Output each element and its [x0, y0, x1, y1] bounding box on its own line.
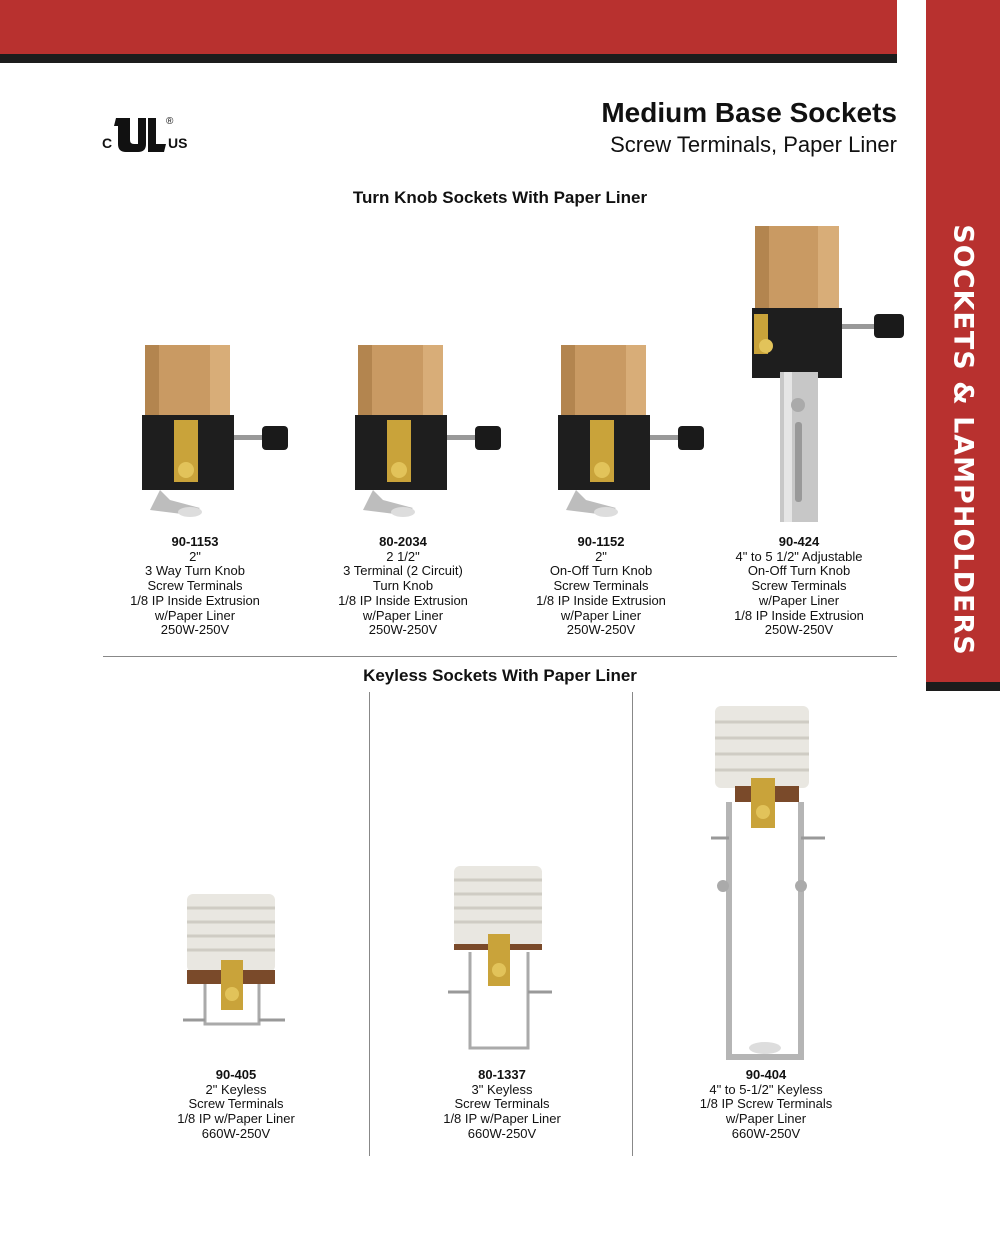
product-line: 250W-250V	[566, 622, 636, 638]
product-line: 250W-250V	[160, 622, 230, 638]
page-title: Medium Base Sockets	[601, 97, 897, 128]
product-line: Screw Terminals	[454, 1096, 550, 1112]
ul-listed-icon	[100, 112, 190, 156]
product-code: 90-404	[745, 1067, 787, 1082]
product-line: w/Paper Liner	[362, 607, 444, 623]
product-line: 1/8 IP Screw Terminals	[699, 1096, 833, 1112]
product-90-424	[734, 535, 864, 638]
socket-90-424-image	[740, 222, 910, 527]
product-line: 660W-250V	[201, 1125, 271, 1141]
column-divider	[632, 692, 633, 1156]
top-banner	[0, 0, 897, 54]
product-line: 1/8 IP Inside Extrusion	[536, 592, 666, 608]
product-line: 2"	[595, 548, 607, 564]
product-line: 660W-250V	[467, 1125, 537, 1141]
product-line: 250W-250V	[764, 622, 834, 638]
product-80-2034	[338, 535, 468, 638]
product-90-404	[700, 1068, 832, 1142]
product-line: 2" Keyless	[205, 1081, 267, 1097]
product-line: w/Paper Liner	[758, 592, 840, 608]
keyless-heading: Keyless Sockets With Paper Liner	[363, 666, 637, 685]
turn-knob-heading: Turn Knob Sockets With Paper Liner	[352, 188, 648, 207]
side-tab-label: SOCKETS & LAMPHOLDERS	[947, 224, 979, 656]
product-line: Screw Terminals	[147, 578, 243, 594]
product-line: w/Paper Liner	[154, 607, 236, 623]
product-code: 90-1153	[171, 534, 219, 549]
socket-90-405-image	[175, 890, 295, 1040]
product-line: 1/8 IP w/Paper Liner	[443, 1111, 561, 1127]
product-line: Screw Terminals	[188, 1096, 284, 1112]
column-divider	[369, 692, 370, 1156]
product-code: 80-1337	[478, 1067, 526, 1082]
socket-90-1152-image	[546, 340, 721, 530]
socket-90-1153-image	[130, 340, 305, 530]
product-line: 1/8 IP Inside Extrusion	[734, 607, 864, 623]
product-line: 3 Way Turn Knob	[145, 563, 245, 579]
ul-us-text: US	[168, 135, 188, 151]
product-line: 3 Terminal (2 Circuit)	[343, 563, 463, 579]
socket-80-2034-image	[343, 340, 518, 530]
socket-90-404-image	[705, 702, 830, 1064]
product-line: Screw Terminals	[553, 578, 649, 594]
product-line: On-Off Turn Knob	[747, 563, 851, 579]
socket-80-1337-image	[440, 862, 560, 1062]
product-code: 80-2034	[379, 534, 427, 549]
product-line: w/Paper Liner	[725, 1111, 807, 1127]
product-line: 1/8 IP w/Paper Liner	[177, 1111, 295, 1127]
product-line: 660W-250V	[731, 1125, 801, 1141]
top-banner-rule	[0, 54, 897, 63]
page-subtitle: Screw Terminals, Paper Liner	[610, 132, 897, 157]
section-divider	[103, 656, 897, 657]
product-line: 250W-250V	[368, 622, 438, 638]
product-90-405	[177, 1068, 295, 1142]
product-80-1337	[443, 1068, 561, 1142]
product-line: 1/8 IP Inside Extrusion	[338, 592, 468, 608]
product-line: 2 1/2"	[386, 548, 420, 564]
product-line: 4" to 5 1/2" Adjustable	[735, 548, 863, 564]
ul-registered-mark: ®	[166, 116, 174, 127]
product-line: Screw Terminals	[751, 578, 847, 594]
product-line: Turn Knob	[372, 578, 434, 594]
product-line: 3" Keyless	[471, 1081, 533, 1097]
product-line: 4" to 5-1/2" Keyless	[709, 1081, 823, 1097]
product-90-1153	[130, 535, 260, 638]
product-code: 90-1152	[577, 534, 625, 549]
product-line: 1/8 IP Inside Extrusion	[130, 592, 260, 608]
product-code: 90-424	[778, 534, 820, 549]
product-90-1152	[536, 535, 666, 638]
product-line: w/Paper Liner	[560, 607, 642, 623]
product-code: 90-405	[215, 1067, 257, 1082]
product-line: On-Off Turn Knob	[549, 563, 653, 579]
ul-c-text: C	[102, 135, 113, 151]
product-line: 2"	[189, 548, 201, 564]
